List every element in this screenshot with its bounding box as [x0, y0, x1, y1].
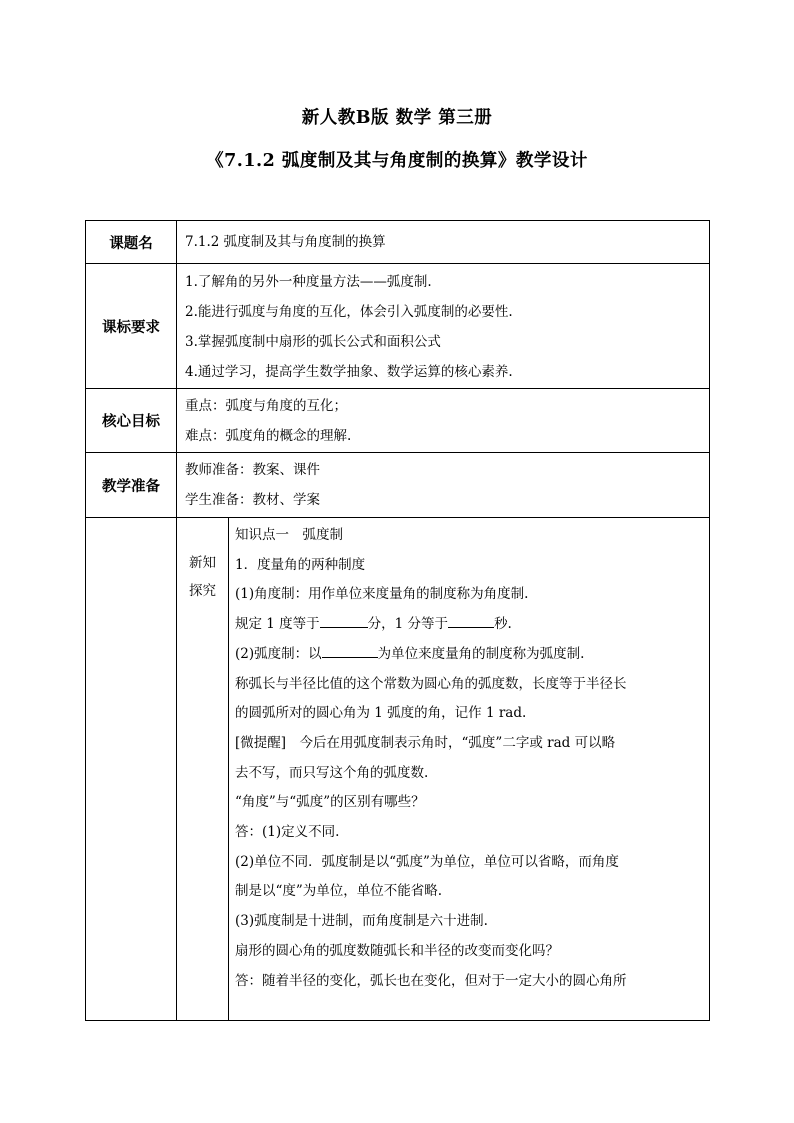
knowledge-line: 称弧长与半径比值的这个常数为圆心角的弧度数，长度等于半径长 — [235, 675, 627, 692]
fill-blank-seconds[interactable] — [448, 613, 494, 628]
curriculum-item: 3.掌握弧度制中扇形的弧长公式和面积公式 — [185, 334, 441, 350]
answer-line: (3)弧度制是十进制，而角度制是六十进制. — [235, 913, 488, 930]
core-goals-content — [177, 389, 710, 453]
curriculum-item: 4.通过学习，提高学生数学抽象、数学运算的核心素养. — [185, 364, 513, 380]
core-goal-item: 重点：弧度与角度的互化； — [185, 398, 347, 414]
table-row-preparation — [86, 453, 710, 518]
table-row-topic — [86, 221, 710, 264]
answer-line: 制是以“度”为单位，单位不能省略. — [235, 883, 443, 900]
topic-label: 课题名 — [86, 221, 177, 264]
topic-value: 7.1.2 弧度制及其与角度制的换算 — [177, 221, 710, 264]
answer-line: 答：(1)定义不同. — [235, 824, 340, 841]
knowledge-line: 去不写，而只写这个角的弧度数. — [235, 764, 429, 781]
knowledge-line-with-blanks: 规定 1 度等于 分，1 分等于 秒. — [235, 610, 704, 640]
lesson-plan-table — [85, 220, 710, 1021]
preparation-item: 学生准备：教材、学案 — [185, 492, 320, 508]
question-line: “角度”与“弧度”的区别有哪些？ — [235, 794, 425, 811]
curriculum-label: 课标要求 — [86, 264, 177, 389]
empty-stage-cell — [86, 518, 177, 1021]
new-knowledge-label: 新知探究 — [177, 518, 229, 1021]
core-goals-label: 核心目标 — [86, 389, 177, 453]
table-row-curriculum — [86, 264, 710, 389]
knowledge-line: 1．度量角的两种制度 — [235, 556, 366, 573]
question-line: 扇形的圆心角的弧度数随弧长和半径的改变而变化吗？ — [235, 942, 559, 959]
curriculum-item: 2.能进行弧度与角度的互化，体会引入弧度制的必要性. — [185, 304, 513, 320]
document-subtitle: 《7.1.2 弧度制及其与角度制的换算》教学设计 — [206, 151, 588, 171]
knowledge-heading: 知识点一 弧度制 — [235, 527, 343, 543]
new-knowledge-content — [229, 518, 710, 1021]
knowledge-line-with-blank: (2)弧度制：以 为单位来度量角的制度称为弧度制. — [235, 640, 704, 670]
table-row-new-knowledge — [86, 518, 710, 1021]
fill-blank-minutes[interactable] — [320, 613, 368, 628]
answer-line: (2)单位不同．弧度制是以“弧度”为单位，单位可以省略，而角度 — [235, 853, 619, 870]
curriculum-item: 1.了解角的另外一种度量方法——弧度制. — [185, 274, 432, 290]
document-title: 新人教B版 数学 第三册 — [301, 108, 493, 128]
preparation-item: 教师准备：教案、课件 — [185, 462, 320, 478]
knowledge-line: (1)角度制：用作单位来度量角的制度称为角度制. — [235, 586, 529, 603]
core-goal-item: 难点：弧度角的概念的理解. — [185, 428, 352, 444]
preparation-content — [177, 453, 710, 518]
knowledge-line: 的圆弧所对的圆心角为 1 弧度的角，记作 1 rad. — [235, 705, 527, 722]
fill-blank-unit[interactable] — [322, 643, 378, 658]
answer-line: 答：随着半径的变化，弧长也在变化，但对于一定大小的圆心角所 — [235, 972, 627, 989]
curriculum-content — [177, 264, 710, 389]
preparation-label: 教学准备 — [86, 453, 177, 518]
tip-line: [微提醒] 今后在用弧度制表示角时，“弧度”二字或 rad 可以略 — [235, 734, 616, 751]
table-row-core-goals — [86, 389, 710, 453]
